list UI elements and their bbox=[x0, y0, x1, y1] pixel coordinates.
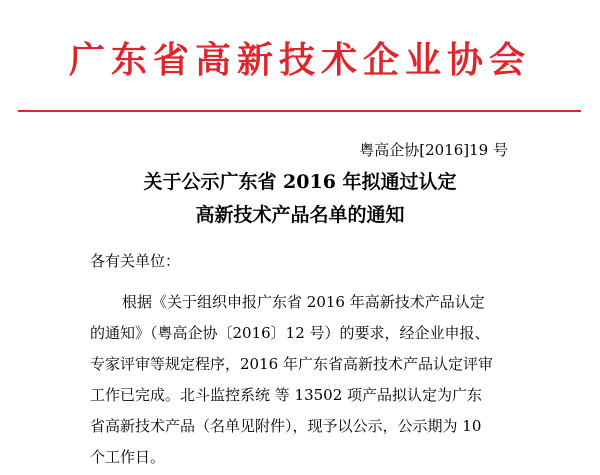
body-text-line: 根据《关于组织申报广东省 2016 年高新技术产品认定 bbox=[122, 293, 485, 311]
body-text-line: 专家评审等规定程序，2016 年广东省高新技术产品认定评审 bbox=[90, 355, 493, 373]
header-divider-line bbox=[18, 110, 581, 112]
document-title-line-2: 高新技术产品名单的通知 bbox=[195, 204, 405, 226]
document-number: 粤高企协[2016]19 号 bbox=[359, 141, 508, 159]
body-text-line: 个工作日。 bbox=[90, 448, 166, 466]
body-text-line: 省高新技术产品（名单见附件），现予以公示，公示期为 10 bbox=[90, 417, 482, 435]
document-title-line-1: 关于公示广东省 2016 年拟通过认定 bbox=[143, 171, 457, 193]
organization-header: 广东省高新技术企业协会 bbox=[68, 39, 531, 81]
body-text-line: 工作已完成。北斗监控系统 等 13502 项产品拟认定为广东 bbox=[90, 386, 483, 404]
body-text-line: 的通知》（粤高企协〔2016〕12 号）的要求，经企业申报、 bbox=[90, 324, 490, 342]
salutation: 各有关单位： bbox=[90, 252, 181, 270]
